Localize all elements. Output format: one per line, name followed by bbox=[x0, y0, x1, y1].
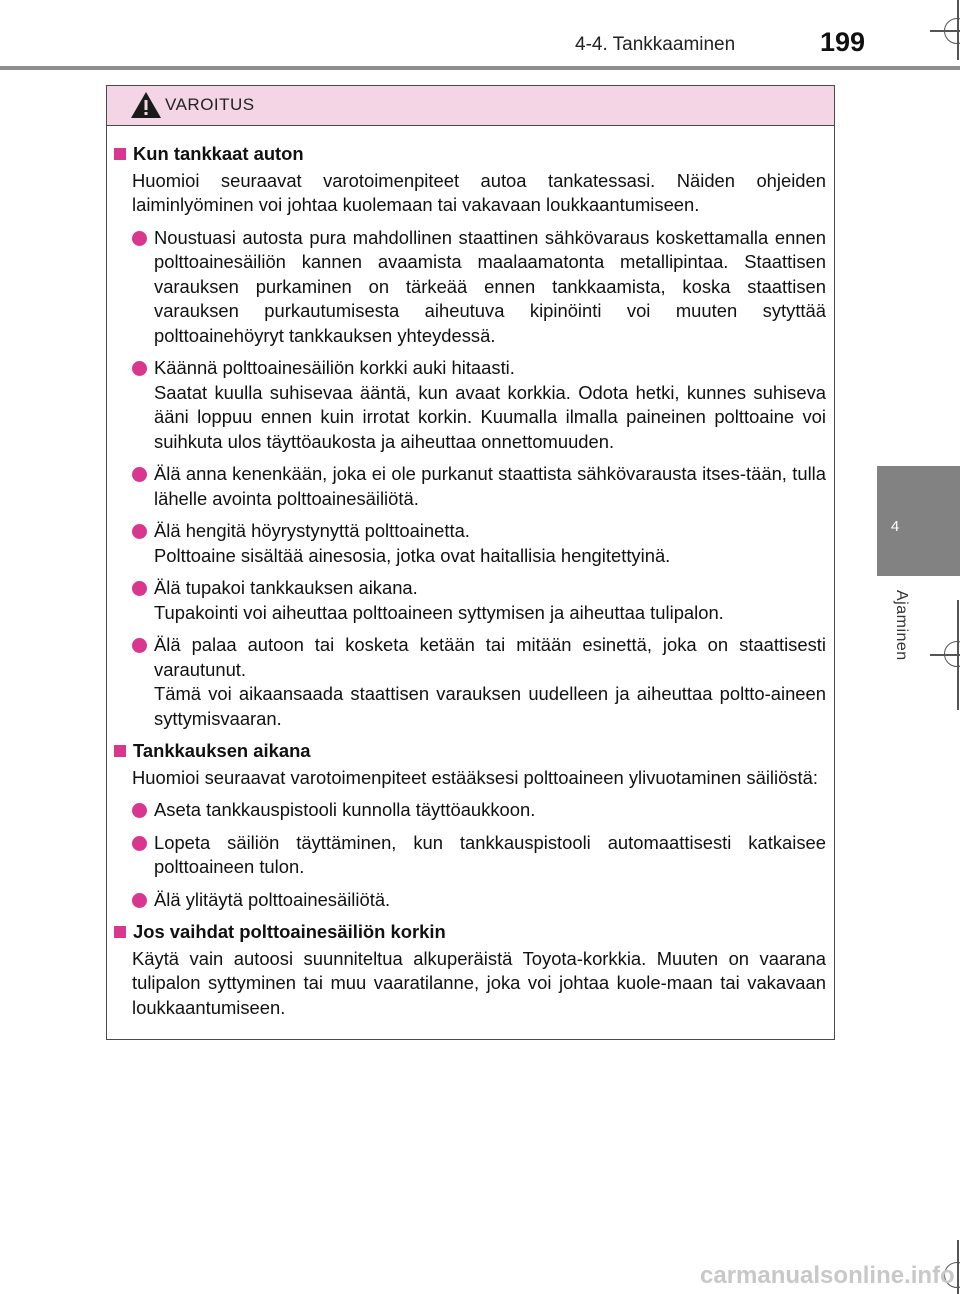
bullet-item bbox=[113, 576, 826, 625]
bullet-item bbox=[113, 226, 826, 349]
section-heading-text: Tankkauksen aikana bbox=[133, 740, 311, 761]
bullet-text: Älä ylitäytä polttoainesäiliötä. bbox=[154, 888, 391, 910]
page-number: 199 bbox=[820, 27, 866, 57]
bullet-item bbox=[113, 888, 826, 913]
warning-body bbox=[107, 126, 834, 1020]
bullet-text: Älä hengitä höyrystynyttä polttoainetta. Polttoaine sisältää ainesosia, jotka ovat haitallisia hengitettyinä. bbox=[154, 520, 671, 566]
watermark: carmanualsonline.info bbox=[700, 1262, 955, 1289]
bullet-text: Käännä polttoainesäiliön korkki auki hitaasti. Saatat kuulla suhisevaa ääntä, kun avaat korkkia. Odota hetki, kunnes suhiseva ääni loppuu ennen kuin irrotat korkin. Kuumalla ilmalla paineinen polttoaine voi suihkuta ulos täyttöaukosta ja aiheuttaa onnettomuuden. bbox=[154, 357, 826, 452]
square-bullet-icon bbox=[114, 926, 126, 938]
bullet-text: Älä tupakoi tankkauksen aikana. Tupakointi voi aiheuttaa polttoaineen syttymisen ja aiheuttaa tulipalon. bbox=[154, 577, 724, 623]
registration-line-top-h bbox=[930, 30, 960, 32]
chapter-number: 4 bbox=[890, 518, 900, 535]
round-bullet-icon bbox=[132, 467, 147, 482]
warning-header bbox=[107, 86, 834, 126]
round-bullet-icon bbox=[132, 231, 147, 246]
section-text: Huomioi seuraavat varotoimenpiteet estääksesi polttoaineen ylivuotaminen säiliöstä: bbox=[132, 766, 818, 788]
warning-section bbox=[113, 920, 826, 1020]
bullet-item bbox=[113, 519, 826, 568]
section-heading bbox=[113, 142, 826, 167]
header-divider bbox=[0, 66, 960, 70]
warning-title: VAROITUS bbox=[165, 95, 255, 114]
bullet-item bbox=[113, 831, 826, 880]
registration-line-bottom bbox=[957, 1240, 959, 1294]
bullet-text: Älä palaa autoon tai kosketa ketään tai mitään esinettä, joka on staattisesti varautunut. Tämä voi aikaansaada staattisen varauksen uudelleen ja aiheuttaa poltto-aineen syttymisvaaran. bbox=[154, 634, 826, 729]
bullet-item bbox=[113, 633, 826, 731]
bullet-item bbox=[113, 462, 826, 511]
section-text: Huomioi seuraavat varotoimenpiteet autoa tankatessasi. Näiden ohjeiden laiminlyöminen voi johtaa kuolemaan tai vakavaan loukkaantumiseen. bbox=[132, 169, 826, 215]
warning-triangle-icon bbox=[130, 91, 162, 119]
warning-section bbox=[113, 142, 826, 731]
bullet-text: Noustuasi autosta pura mahdollinen staattinen sähkövaraus koskettamalla ennen polttoainesäiliön kannen avaamista maalaamatonta metallipintaa. Staattisen varauksen purkaminen on tärkeää ennen tankkaamista, koska staattisen varauksen purkautumisesta aiheutuva kipinöinti voi muuten sytyttää polttoainehöyryt tankkauksen yhteydessä. bbox=[154, 226, 826, 346]
bullet-text: Aseta tankkauspistooli kunnolla täyttöaukkoon. bbox=[154, 799, 536, 820]
bullet-item bbox=[113, 356, 826, 454]
bullet-text: Lopeta säiliön täyttäminen, kun tankkauspistooli automaattisesti katkaisee polttoaineen tulon. bbox=[154, 831, 826, 877]
round-bullet-icon bbox=[132, 524, 147, 539]
section-text: Käytä vain autoosi suunniteltua alkuperäistä Toyota-korkkia. Muuten on vaarana tulipalon syttyminen tai muu vaaratilanne, joka voi johtaa kuole-maan tai vakavaan loukkaantumiseen. bbox=[132, 947, 826, 1018]
round-bullet-icon bbox=[132, 893, 147, 908]
section-heading bbox=[113, 920, 826, 945]
bullet-text: Älä anna kenenkään, joka ei ole purkanut staattista sähkövarausta itses-tään, tulla lähelle avointa polttoainesäiliötä. bbox=[154, 463, 826, 509]
round-bullet-icon bbox=[132, 803, 147, 818]
warning-section bbox=[113, 739, 826, 912]
warning-box bbox=[106, 85, 835, 1040]
square-bullet-icon bbox=[114, 148, 126, 160]
section-heading-text: Kun tankkaat auton bbox=[133, 143, 304, 164]
section-heading bbox=[113, 739, 826, 764]
chapter-label: Ajaminen bbox=[893, 590, 910, 661]
round-bullet-icon bbox=[132, 836, 147, 851]
registration-line-mid-h bbox=[930, 654, 960, 656]
square-bullet-icon bbox=[114, 745, 126, 757]
round-bullet-icon bbox=[132, 638, 147, 653]
bullet-item bbox=[113, 798, 826, 823]
section-title: 4-4. Tankkaaminen bbox=[575, 34, 736, 55]
section-heading-text: Jos vaihdat polttoainesäiliön korkin bbox=[133, 921, 446, 942]
round-bullet-icon bbox=[132, 361, 147, 376]
round-bullet-icon bbox=[132, 581, 147, 596]
